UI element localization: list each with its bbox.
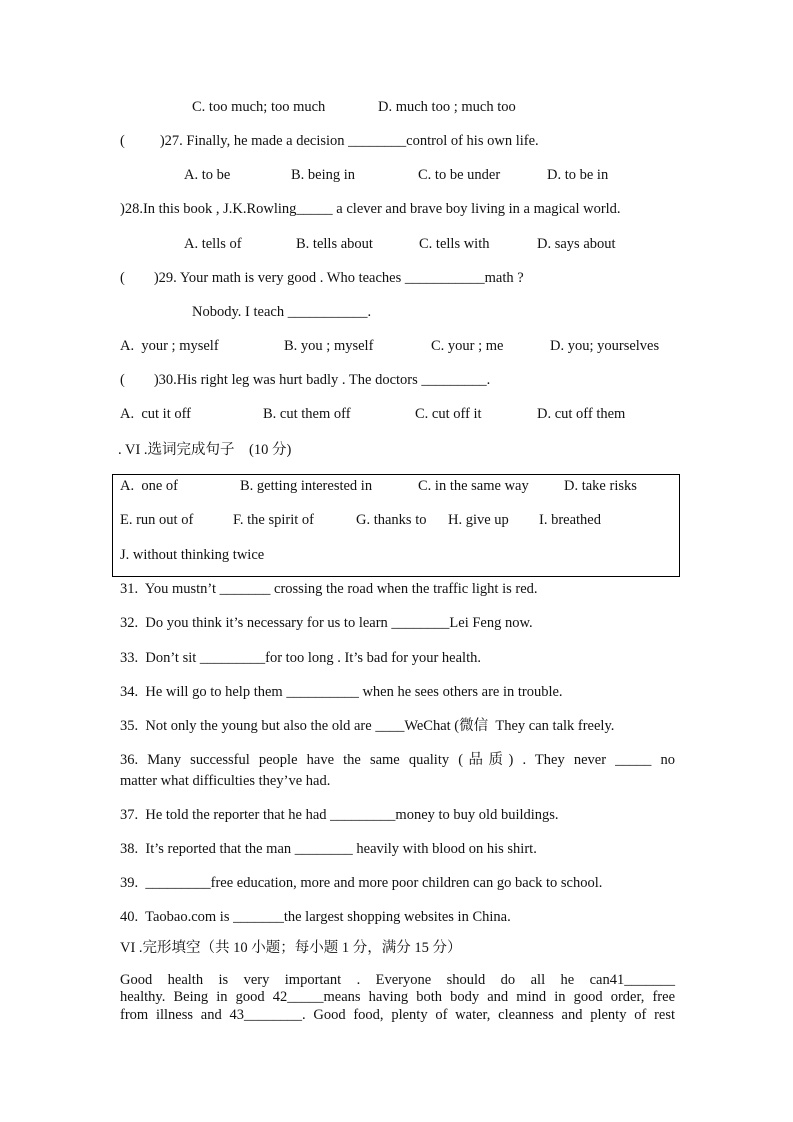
sentence-40: 40. Taobao.com is _______the largest shopping websites in China. <box>120 909 511 925</box>
q30-option-a: A. cut it off <box>120 406 192 422</box>
q26-option-d: D. much too ; much too <box>378 99 516 115</box>
question-29-text: )29. Your math is very good . Who teaches ___________math ? <box>153 270 524 286</box>
sentence-31: 31. You mustn’t _______ crossing the road when the traffic light is red. <box>120 581 538 597</box>
word-bank-g: G. thanks to <box>356 512 427 528</box>
question-30 <box>120 371 490 389</box>
sentence-38: 38. It’s reported that the man ________ heavily with blood on his shirt. <box>120 841 537 857</box>
word-bank-d: D. take risks <box>564 478 637 494</box>
word-bank-j: J. without thinking twice <box>120 547 265 563</box>
q28-option-c: C. tells with <box>419 236 490 252</box>
section-6-title: . VI .选词完成句子 (10 分) <box>118 442 292 458</box>
word-bank-i: I. breathed <box>539 512 601 528</box>
q28-option-a: A. tells of <box>184 236 242 252</box>
sentence-37: 37. He told the reporter that he had _________money to buy old buildings. <box>120 807 559 823</box>
question-30-text: )30.His right leg was hurt badly . The doctors _________. <box>153 372 491 388</box>
sentence-35: 35. Not only the young but also the old are ____WeChat (微信 They can talk freely. <box>120 718 615 734</box>
passage-line-2: healthy. Being in good 42_____means having both body and mind in good order, free <box>120 989 675 1005</box>
question-29-answer: Nobody. I teach ___________. <box>192 304 372 320</box>
question-29 <box>120 269 524 287</box>
sentence-33: 33. Don’t sit _________for too long . It’s bad for your health. <box>120 650 481 666</box>
q28-option-b: B. tells about <box>296 236 373 252</box>
word-bank-a: A. one of <box>120 478 178 494</box>
q30-option-c: C. cut off it <box>415 406 482 422</box>
q29-option-b: B. you ; myself <box>284 338 374 354</box>
sentence-34: 34. He will go to help them __________ when he sees others are in trouble. <box>120 684 563 700</box>
word-bank-c: C. in the same way <box>418 478 529 494</box>
passage-line-1: Good health is very important . Everyone should do all he can41_______ <box>120 972 675 988</box>
answer-paren: ( <box>120 270 125 286</box>
word-bank-f: F. the spirit of <box>233 512 315 528</box>
sentence-36-line-2: matter what difficulties they’ve had. <box>120 773 331 789</box>
word-bank-e: E. run out of <box>120 512 194 528</box>
q28-option-d: D. says about <box>537 236 616 252</box>
sentence-39: 39. _________free education, more and more poor children can go back to school. <box>120 875 603 891</box>
section-7-title: VI .完形填空（共 10 小题；每小题 1 分，满分 15 分） <box>120 940 462 956</box>
answer-paren: ( <box>120 372 125 388</box>
word-bank-h: H. give up <box>448 512 509 528</box>
q27-option-d: D. to be in <box>547 167 609 183</box>
q29-option-a: A. your ; myself <box>120 338 219 354</box>
q29-option-c: C. your ; me <box>431 338 504 354</box>
sentence-36-line-1: 36. Many successful people have the same quality (品质) . They never _____ no <box>120 752 675 768</box>
q29-option-d: D. you; yourselves <box>550 338 660 354</box>
word-bank-b: B. getting interested in <box>240 478 373 494</box>
passage-line-3: from illness and 43________. Good food, plenty of water, cleanness and plenty of rest <box>120 1007 675 1023</box>
q27-option-b: B. being in <box>291 167 356 183</box>
answer-paren: ( <box>120 133 125 149</box>
q30-option-d: D. cut off them <box>537 406 626 422</box>
question-28: )28.In this book , J.K.Rowling_____ a clever and brave boy living in a magical world. <box>120 201 621 217</box>
sentence-32: 32. Do you think it’s necessary for us to learn ________Lei Feng now. <box>120 615 533 631</box>
q27-option-c: C. to be under <box>418 167 501 183</box>
q27-option-a: A. to be <box>184 167 231 183</box>
q30-option-b: B. cut them off <box>263 406 351 422</box>
question-27-text: )27. Finally, he made a decision ________control of his own life. <box>159 133 539 149</box>
question-27 <box>120 132 539 150</box>
q26-option-c: C. too much; too much <box>192 99 326 115</box>
